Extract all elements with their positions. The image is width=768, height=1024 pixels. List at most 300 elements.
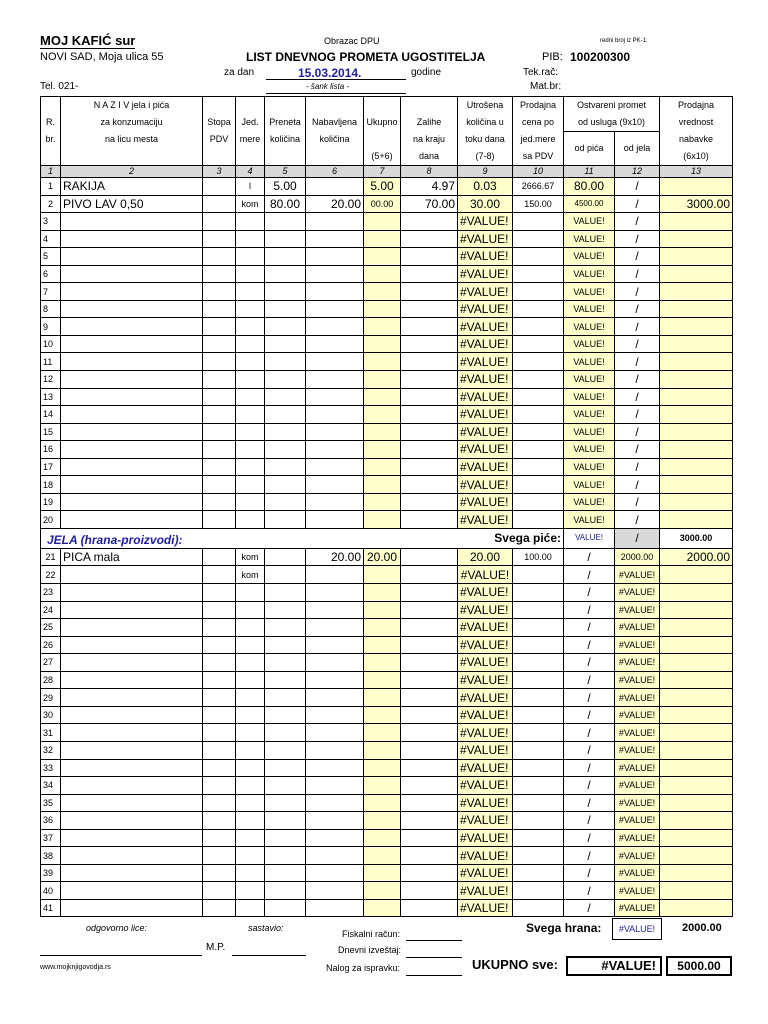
unit-price[interactable] (513, 847, 564, 865)
item-name[interactable] (61, 882, 203, 900)
unit-price[interactable] (513, 511, 564, 529)
carried-qty[interactable] (265, 548, 306, 566)
unit-price[interactable] (513, 371, 564, 389)
unit-price[interactable] (513, 493, 564, 511)
purchased-qty[interactable] (306, 388, 364, 406)
unit[interactable] (236, 265, 265, 283)
unit[interactable] (236, 476, 265, 494)
unit-price[interactable] (513, 423, 564, 441)
stock-qty[interactable] (401, 636, 458, 654)
carried-qty[interactable] (265, 741, 306, 759)
unit-price[interactable] (513, 794, 564, 812)
stock-qty[interactable] (401, 423, 458, 441)
purchased-qty[interactable]: 20.00 (306, 548, 364, 566)
carried-qty[interactable] (265, 371, 306, 389)
stock-qty[interactable] (401, 353, 458, 371)
stock-qty[interactable] (401, 230, 458, 248)
unit-price[interactable] (513, 724, 564, 742)
stock-qty[interactable] (401, 566, 458, 584)
carried-qty[interactable] (265, 759, 306, 777)
carried-qty[interactable] (265, 689, 306, 707)
unit-price[interactable] (513, 476, 564, 494)
unit[interactable] (236, 654, 265, 672)
stock-qty[interactable] (401, 371, 458, 389)
unit[interactable] (236, 441, 265, 459)
unit[interactable] (236, 335, 265, 353)
vat-rate[interactable] (203, 689, 236, 707)
purchased-qty[interactable] (306, 794, 364, 812)
unit[interactable] (236, 619, 265, 637)
unit[interactable] (236, 706, 265, 724)
carried-qty[interactable] (265, 566, 306, 584)
vat-rate[interactable] (203, 636, 236, 654)
unit[interactable] (236, 689, 265, 707)
unit[interactable] (236, 899, 265, 917)
used-qty: #VALUE! (458, 300, 513, 318)
item-name[interactable] (61, 654, 203, 672)
item-name[interactable] (61, 584, 203, 602)
unit-price[interactable] (513, 706, 564, 724)
stock-qty[interactable] (401, 882, 458, 900)
stock-qty[interactable] (401, 829, 458, 847)
unit[interactable] (236, 371, 265, 389)
unit-price[interactable] (513, 458, 564, 476)
unit-price[interactable] (513, 584, 564, 602)
vat-rate[interactable] (203, 318, 236, 336)
vat-rate[interactable] (203, 829, 236, 847)
purchased-qty[interactable] (306, 511, 364, 529)
carried-qty[interactable] (265, 406, 306, 424)
purchased-qty[interactable] (306, 899, 364, 917)
purchased-qty[interactable] (306, 248, 364, 266)
unit-price[interactable] (513, 654, 564, 672)
carried-qty[interactable] (265, 423, 306, 441)
item-name[interactable] (61, 476, 203, 494)
item-name[interactable] (61, 777, 203, 795)
unit-price[interactable] (513, 388, 564, 406)
unit[interactable] (236, 812, 265, 830)
unit-price[interactable] (513, 777, 564, 795)
stock-qty[interactable] (401, 335, 458, 353)
carried-qty[interactable] (265, 441, 306, 459)
stock-qty[interactable] (401, 619, 458, 637)
vat-rate[interactable] (203, 441, 236, 459)
item-name[interactable] (61, 601, 203, 619)
purchased-qty[interactable] (306, 353, 364, 371)
item-name[interactable] (61, 829, 203, 847)
purchased-qty[interactable] (306, 213, 364, 231)
item-name[interactable] (61, 724, 203, 742)
item-name[interactable] (61, 706, 203, 724)
carried-qty[interactable]: 5.00 (265, 178, 306, 196)
stock-qty[interactable] (401, 300, 458, 318)
unit-price[interactable]: 100.00 (513, 548, 564, 566)
purchased-qty[interactable] (306, 283, 364, 301)
stock-qty[interactable] (401, 706, 458, 724)
purchased-qty[interactable] (306, 724, 364, 742)
item-name[interactable] (61, 388, 203, 406)
stock-qty[interactable] (401, 671, 458, 689)
unit[interactable] (236, 671, 265, 689)
unit-price[interactable] (513, 406, 564, 424)
item-name[interactable] (61, 458, 203, 476)
stock-qty[interactable] (401, 441, 458, 459)
carried-qty[interactable] (265, 671, 306, 689)
unit[interactable] (236, 283, 265, 301)
vat-rate[interactable] (203, 671, 236, 689)
purchased-qty[interactable] (306, 584, 364, 602)
unit[interactable] (236, 458, 265, 476)
carried-qty[interactable] (265, 388, 306, 406)
purchased-qty[interactable] (306, 178, 364, 196)
stock-qty[interactable] (401, 899, 458, 917)
unit[interactable] (236, 248, 265, 266)
vat-rate[interactable] (203, 601, 236, 619)
purchased-qty[interactable] (306, 458, 364, 476)
carried-qty[interactable] (265, 601, 306, 619)
carried-qty[interactable] (265, 899, 306, 917)
unit-price[interactable]: 150.00 (513, 195, 564, 213)
unit-price[interactable] (513, 248, 564, 266)
purchased-qty[interactable] (306, 812, 364, 830)
vat-rate[interactable] (203, 371, 236, 389)
vat-rate[interactable] (203, 265, 236, 283)
unit-price[interactable] (513, 812, 564, 830)
purchased-qty[interactable] (306, 335, 364, 353)
unit[interactable] (236, 213, 265, 231)
unit-price[interactable] (513, 566, 564, 584)
stock-qty[interactable]: 4.97 (401, 178, 458, 196)
carried-qty[interactable] (265, 706, 306, 724)
item-name[interactable] (61, 248, 203, 266)
unit-price[interactable] (513, 300, 564, 318)
vat-rate[interactable] (203, 213, 236, 231)
purchased-qty[interactable] (306, 406, 364, 424)
item-name[interactable] (61, 353, 203, 371)
vat-rate[interactable] (203, 777, 236, 795)
vat-rate[interactable] (203, 864, 236, 882)
purchased-qty[interactable] (306, 441, 364, 459)
vat-rate[interactable] (203, 300, 236, 318)
vat-rate[interactable] (203, 847, 236, 865)
item-name[interactable] (61, 441, 203, 459)
carried-qty[interactable] (265, 654, 306, 672)
purchased-qty[interactable] (306, 882, 364, 900)
carried-qty[interactable] (265, 300, 306, 318)
stock-qty[interactable] (401, 548, 458, 566)
unit-price[interactable] (513, 318, 564, 336)
purchased-qty[interactable] (306, 493, 364, 511)
vat-rate[interactable] (203, 794, 236, 812)
unit[interactable] (236, 724, 265, 742)
vat-rate[interactable] (203, 812, 236, 830)
item-name[interactable] (61, 741, 203, 759)
unit-price[interactable] (513, 335, 564, 353)
stock-qty[interactable] (401, 654, 458, 672)
vat-rate[interactable] (203, 548, 236, 566)
unit-price[interactable] (513, 741, 564, 759)
unit[interactable]: l (236, 178, 265, 196)
vat-rate[interactable] (203, 511, 236, 529)
item-name[interactable] (61, 812, 203, 830)
vat-rate[interactable] (203, 458, 236, 476)
vat-rate[interactable] (203, 476, 236, 494)
stock-qty[interactable] (401, 847, 458, 865)
vat-rate[interactable] (203, 335, 236, 353)
unit[interactable] (236, 230, 265, 248)
carried-qty[interactable] (265, 882, 306, 900)
item-name[interactable]: PIVO LAV 0,50 (61, 195, 203, 213)
item-name[interactable] (61, 511, 203, 529)
item-name[interactable] (61, 759, 203, 777)
used-qty: #VALUE! (458, 619, 513, 637)
stock-qty[interactable] (401, 458, 458, 476)
carried-qty[interactable] (265, 829, 306, 847)
item-name[interactable] (61, 864, 203, 882)
unit-price[interactable] (513, 353, 564, 371)
purchased-qty[interactable] (306, 423, 364, 441)
used-qty: #VALUE! (458, 353, 513, 371)
stock-qty[interactable] (401, 248, 458, 266)
item-name[interactable] (61, 794, 203, 812)
carried-qty[interactable] (265, 318, 306, 336)
purchased-qty[interactable] (306, 759, 364, 777)
purchased-qty[interactable] (306, 371, 364, 389)
unit-price[interactable] (513, 671, 564, 689)
item-name[interactable] (61, 265, 203, 283)
carried-qty[interactable] (265, 636, 306, 654)
vat-rate[interactable] (203, 353, 236, 371)
unit-price[interactable] (513, 441, 564, 459)
purchased-qty[interactable] (306, 741, 364, 759)
item-name[interactable] (61, 636, 203, 654)
unit[interactable] (236, 318, 265, 336)
vat-rate[interactable] (203, 230, 236, 248)
pib-label: PIB: (542, 51, 563, 63)
carried-qty[interactable] (265, 794, 306, 812)
purchased-qty[interactable] (306, 230, 364, 248)
unit[interactable] (236, 353, 265, 371)
unit-price[interactable] (513, 601, 564, 619)
unit[interactable] (236, 794, 265, 812)
unit[interactable] (236, 493, 265, 511)
carried-qty[interactable] (265, 476, 306, 494)
row-number: 11 (41, 353, 61, 371)
vat-rate[interactable] (203, 882, 236, 900)
vat-rate[interactable] (203, 283, 236, 301)
purchased-qty[interactable]: 20.00 (306, 195, 364, 213)
unit-price[interactable]: 2666.67 (513, 178, 564, 196)
vat-rate[interactable] (203, 248, 236, 266)
carried-qty[interactable] (265, 353, 306, 371)
purchased-qty[interactable] (306, 476, 364, 494)
carried-qty[interactable] (265, 619, 306, 637)
unit-price[interactable] (513, 230, 564, 248)
carried-qty[interactable] (265, 283, 306, 301)
purchased-qty[interactable] (306, 601, 364, 619)
unit[interactable] (236, 847, 265, 865)
stock-qty[interactable] (401, 476, 458, 494)
stock-qty[interactable] (401, 724, 458, 742)
carried-qty[interactable] (265, 864, 306, 882)
carried-qty[interactable] (265, 812, 306, 830)
stock-qty[interactable] (401, 777, 458, 795)
unit[interactable] (236, 584, 265, 602)
unit[interactable]: kom (236, 548, 265, 566)
stock-qty[interactable] (401, 493, 458, 511)
stock-qty[interactable] (401, 864, 458, 882)
unit[interactable]: kom (236, 195, 265, 213)
carried-qty[interactable] (265, 777, 306, 795)
item-name[interactable] (61, 318, 203, 336)
purchased-qty[interactable] (306, 847, 364, 865)
unit-price[interactable] (513, 829, 564, 847)
unit[interactable] (236, 636, 265, 654)
vat-rate[interactable] (203, 423, 236, 441)
item-name[interactable]: PICA mala (61, 548, 203, 566)
total-qty: 00.00 (364, 195, 401, 213)
unit[interactable] (236, 864, 265, 882)
vat-rate[interactable] (203, 584, 236, 602)
unit-price[interactable] (513, 689, 564, 707)
stock-qty[interactable] (401, 406, 458, 424)
vat-rate[interactable] (203, 724, 236, 742)
unit[interactable] (236, 300, 265, 318)
daily-report-line[interactable] (406, 957, 462, 958)
purchased-qty[interactable] (306, 636, 364, 654)
vat-rate[interactable] (203, 899, 236, 917)
unit[interactable] (236, 406, 265, 424)
stock-qty[interactable] (401, 812, 458, 830)
carried-qty[interactable] (265, 335, 306, 353)
stock-qty[interactable] (401, 794, 458, 812)
item-name[interactable] (61, 371, 203, 389)
purchased-qty[interactable] (306, 654, 364, 672)
unit-price[interactable] (513, 619, 564, 637)
stock-qty[interactable] (401, 265, 458, 283)
carried-qty[interactable] (265, 511, 306, 529)
stock-qty[interactable] (401, 388, 458, 406)
carried-qty[interactable] (265, 458, 306, 476)
item-name[interactable] (61, 493, 203, 511)
unit[interactable] (236, 423, 265, 441)
carried-qty[interactable] (265, 584, 306, 602)
carried-qty[interactable] (265, 248, 306, 266)
unit[interactable] (236, 882, 265, 900)
compiled-by-line (232, 955, 306, 956)
purchased-qty[interactable] (306, 829, 364, 847)
vat-rate[interactable] (203, 759, 236, 777)
vat-rate[interactable] (203, 195, 236, 213)
item-name[interactable] (61, 406, 203, 424)
purchased-qty[interactable] (306, 318, 364, 336)
purchased-qty[interactable] (306, 300, 364, 318)
unit-price[interactable] (513, 882, 564, 900)
vat-rate[interactable] (203, 566, 236, 584)
unit[interactable] (236, 511, 265, 529)
unit-price[interactable] (513, 759, 564, 777)
carried-qty[interactable] (265, 230, 306, 248)
stock-qty[interactable] (401, 601, 458, 619)
purchased-qty[interactable] (306, 864, 364, 882)
vat-rate[interactable] (203, 388, 236, 406)
stock-qty[interactable]: 70.00 (401, 195, 458, 213)
item-name[interactable] (61, 300, 203, 318)
unit-price[interactable] (513, 636, 564, 654)
carried-qty[interactable]: 80.00 (265, 195, 306, 213)
unit-price[interactable] (513, 864, 564, 882)
vat-rate[interactable] (203, 654, 236, 672)
fiscal-receipt-line[interactable] (406, 940, 462, 941)
stock-qty[interactable] (401, 584, 458, 602)
unit[interactable] (236, 388, 265, 406)
stock-qty[interactable] (401, 213, 458, 231)
vat-rate[interactable] (203, 178, 236, 196)
item-name[interactable] (61, 847, 203, 865)
vat-rate[interactable] (203, 406, 236, 424)
col-food-header: od jela (615, 132, 660, 166)
unit[interactable] (236, 759, 265, 777)
unit-price[interactable] (513, 213, 564, 231)
purchased-qty[interactable] (306, 671, 364, 689)
vat-rate[interactable] (203, 493, 236, 511)
stock-qty[interactable] (401, 318, 458, 336)
unit[interactable]: kom (236, 566, 265, 584)
unit[interactable] (236, 777, 265, 795)
stock-qty[interactable] (401, 759, 458, 777)
stock-qty[interactable] (401, 689, 458, 707)
vat-rate[interactable] (203, 706, 236, 724)
purchased-qty[interactable] (306, 777, 364, 795)
carried-qty[interactable] (265, 265, 306, 283)
item-name[interactable] (61, 689, 203, 707)
unit-price[interactable] (513, 265, 564, 283)
item-name[interactable] (61, 335, 203, 353)
stock-qty[interactable] (401, 741, 458, 759)
unit[interactable] (236, 601, 265, 619)
correction-order-line[interactable] (406, 975, 462, 976)
purchased-qty[interactable] (306, 265, 364, 283)
unit[interactable] (236, 741, 265, 759)
unit-price[interactable] (513, 899, 564, 917)
vat-rate[interactable] (203, 741, 236, 759)
item-name[interactable]: RAKIJA (61, 178, 203, 196)
carried-qty[interactable] (265, 213, 306, 231)
vat-rate[interactable] (203, 619, 236, 637)
unit[interactable] (236, 829, 265, 847)
item-name[interactable] (61, 619, 203, 637)
date-value[interactable]: 15.03.2014. (298, 66, 362, 80)
purchased-qty[interactable] (306, 566, 364, 584)
carried-qty[interactable] (265, 847, 306, 865)
purchased-qty[interactable] (306, 706, 364, 724)
item-name[interactable] (61, 213, 203, 231)
item-name[interactable] (61, 423, 203, 441)
item-name[interactable] (61, 899, 203, 917)
item-name[interactable] (61, 671, 203, 689)
purchased-qty[interactable] (306, 689, 364, 707)
item-name[interactable] (61, 230, 203, 248)
item-name[interactable] (61, 283, 203, 301)
stock-qty[interactable] (401, 511, 458, 529)
carried-qty[interactable] (265, 724, 306, 742)
carried-qty[interactable] (265, 493, 306, 511)
drinks-turnover: / (564, 882, 615, 900)
item-name[interactable] (61, 566, 203, 584)
purchased-qty[interactable] (306, 619, 364, 637)
stock-qty[interactable] (401, 283, 458, 301)
unit-price[interactable] (513, 283, 564, 301)
